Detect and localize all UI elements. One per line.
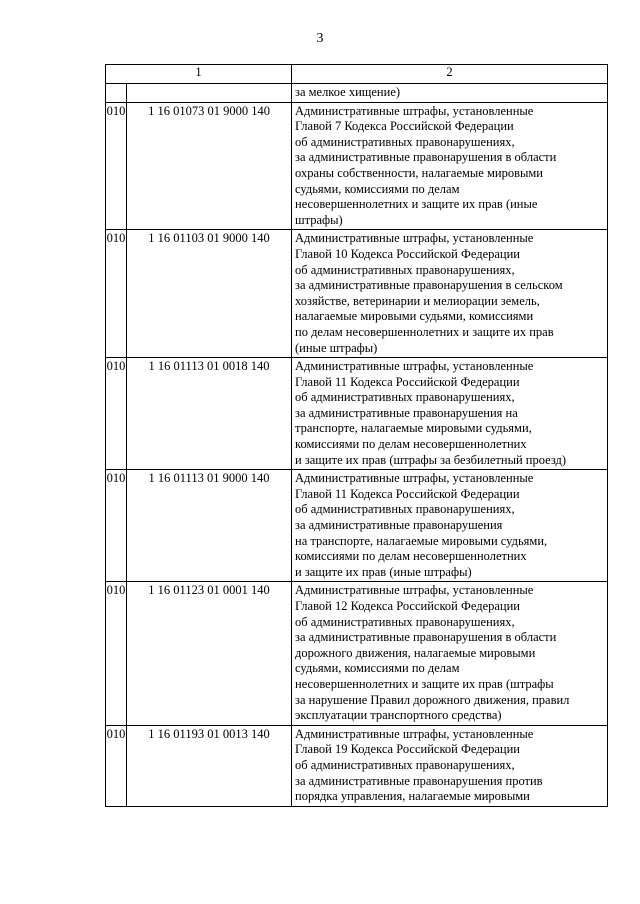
desc-line: за административные правонарушения на — [295, 405, 518, 420]
table-row — [106, 102, 608, 230]
description-cell — [292, 725, 608, 806]
description-cell — [292, 470, 608, 582]
budget-code-cell: 1 16 01193 01 0013 140 — [127, 725, 292, 806]
desc-line: судьями, комиссиями по делам — [295, 181, 460, 196]
desc-line: и защите их прав (иные штрафы) — [295, 564, 472, 579]
desc-line: дорожного движения, налагаемые мировыми — [295, 645, 536, 660]
desc-line: несовершеннолетних и защите их прав (иные — [295, 197, 538, 212]
desc-line: за административные правонарушения — [295, 518, 503, 533]
continuation-code-cell — [127, 84, 292, 103]
desc-line: транспорте, налагаемые мировыми судьями, — [295, 421, 532, 436]
budget-code-cell: 1 16 01073 01 9000 140 — [127, 102, 292, 230]
table-body — [106, 65, 608, 807]
budget-code-cell: 1 16 01103 01 9000 140 — [127, 230, 292, 358]
desc-line: Главой 7 Кодекса Российской Федерации — [295, 119, 514, 134]
desc-line: эксплуатации транспортного средства) — [295, 708, 502, 723]
description-cell — [292, 358, 608, 470]
desc-line: об административных правонарушениях, — [295, 134, 515, 149]
desc-line: несовершеннолетних и защите их прав (штрафы — [295, 676, 554, 691]
admin-code-cell: 010 — [106, 470, 127, 582]
desc-line: на транспорте, налагаемые мировыми судьями, — [295, 533, 548, 548]
continuation-admin-cell — [106, 84, 127, 103]
continuation-desc-cell — [292, 84, 608, 103]
budget-classification-table — [105, 64, 608, 807]
page-number: 3 — [316, 31, 324, 46]
desc-line: Административные штрафы, установленные — [295, 231, 534, 246]
desc-line: Главой 11 Кодекса Российской Федерации — [295, 374, 520, 389]
budget-code-cell: 1 16 01113 01 0018 140 — [127, 358, 292, 470]
desc-line: охраны собственности, налагаемые мировыми — [295, 165, 543, 180]
desc-line: за административные правонарушения в сельском — [295, 278, 563, 293]
desc-line: об административных правонарушениях, — [295, 502, 515, 517]
desc-line: за административные правонарушения в области — [295, 630, 557, 645]
desc-line: Главой 12 Кодекса Российской Федерации — [295, 599, 520, 613]
desc-line: об административных правонарушениях, — [295, 757, 515, 772]
desc-line: Главой 19 Кодекса Российской Федерации — [295, 742, 520, 757]
budget-code-cell: 1 16 01113 01 9000 140 — [127, 470, 292, 582]
table-row — [106, 582, 608, 725]
desc-line: комиссиями по делам несовершеннолетних — [295, 437, 527, 452]
desc-line: налагаемые мировыми судьями, комиссиями — [295, 309, 534, 324]
desc-line: комиссиями по делам несовершеннолетних — [295, 549, 527, 564]
desc-line: и защите их прав (штрафы за безбилетный проезд) — [295, 452, 567, 467]
budget-code-cell: 1 16 01123 01 0001 140 — [127, 582, 292, 725]
desc-line: Административные штрафы, установленные — [295, 583, 534, 598]
desc-line: хозяйстве, ветеринарии и мелиорации земель, — [295, 293, 540, 308]
desc-line: Административные штрафы, установленные — [295, 471, 534, 486]
desc-line: за мелкое хищение) — [295, 85, 401, 99]
table-header-row — [106, 65, 608, 84]
desc-line: Административные штрафы, установленные — [295, 103, 534, 118]
table-row — [106, 358, 608, 470]
desc-line: Административные штрафы, установленные — [295, 359, 534, 374]
admin-code-cell: 010 — [106, 230, 127, 358]
admin-code-cell: 010 — [106, 102, 127, 230]
desc-line: об административных правонарушениях, — [295, 262, 515, 277]
desc-line: об административных правонарушениях, — [295, 614, 515, 629]
admin-code-cell: 010 — [106, 725, 127, 806]
description-cell — [292, 230, 608, 358]
admin-code-cell: 010 — [106, 582, 127, 725]
desc-line: Главой 10 Кодекса Российской Федерации — [295, 246, 520, 261]
description-cell — [292, 582, 608, 725]
table-row — [106, 230, 608, 358]
desc-line: штрафы) — [295, 212, 343, 227]
desc-line: за нарушение Правил дорожного движения, правил — [295, 692, 570, 707]
desc-line: за административные правонарушения против — [295, 773, 543, 788]
desc-line: за административные правонарушения в области — [295, 150, 557, 165]
desc-line: (иные штрафы) — [295, 340, 378, 355]
header-col-1: 1 — [106, 65, 292, 84]
desc-line: порядка управления, налагаемые мировыми — [295, 789, 530, 804]
admin-code-cell: 010 — [106, 358, 127, 470]
desc-line: Административные штрафы, установленные — [295, 726, 534, 741]
header-col-2: 2 — [292, 65, 608, 84]
table-row — [106, 470, 608, 582]
desc-line: судьями, комиссиями по делам — [295, 661, 460, 676]
desc-line: Главой 11 Кодекса Российской Федерации — [295, 486, 520, 501]
table-row — [106, 725, 608, 806]
continuation-row — [106, 84, 608, 103]
description-cell — [292, 102, 608, 230]
desc-line: по делам несовершеннолетних и защите их прав — [295, 324, 554, 339]
desc-line: об административных правонарушениях, — [295, 390, 515, 405]
